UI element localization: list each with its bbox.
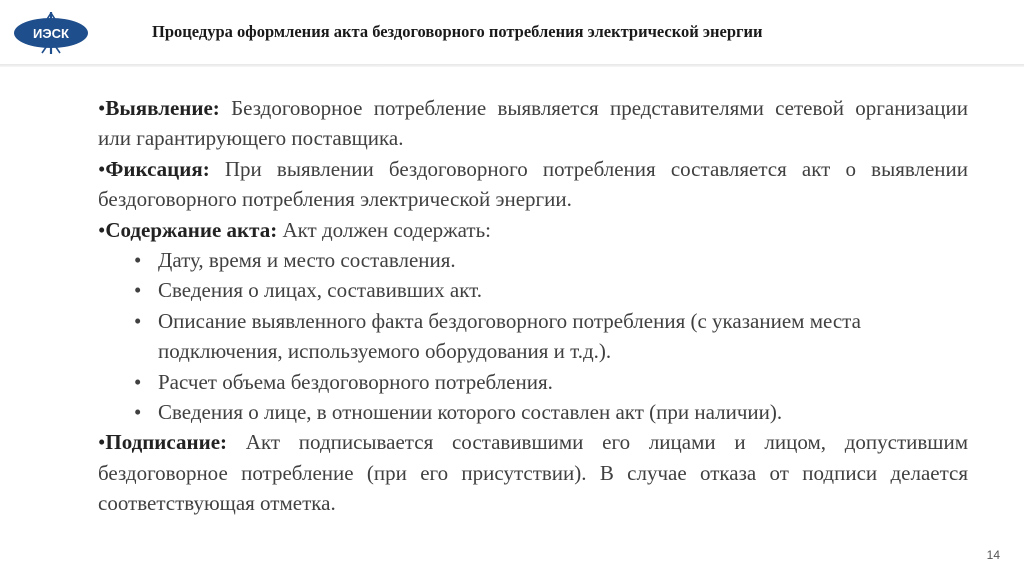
paragraph-act-contents	[98, 215, 968, 245]
company-logo	[12, 10, 90, 56]
signing-text: Акт подписывается составившими его лицами и лицом, допустившим бездоговорное потребление (при его присутствии). В случае отказа от подписи делается соответствующая отметка.	[98, 430, 969, 516]
page-number: 14	[986, 548, 1000, 562]
logo-text: ИЭСК	[33, 26, 69, 41]
slide-title: Процедура оформления акта бездоговорного потребления электрической энергии	[152, 22, 763, 41]
paragraph-fixation	[98, 154, 968, 215]
list-item: • Описание выявленного факта бездоговорного потребления (с указанием места подключения, используемого оборудования и т.д.).	[134, 306, 968, 367]
fixation-heading: Фиксация:	[105, 156, 210, 181]
act-contents-heading: Содержание акта:	[105, 217, 278, 242]
paragraph-detection	[98, 93, 968, 154]
list-item: • Расчет объема бездоговорного потребления.	[134, 367, 968, 397]
paragraph-signing	[98, 427, 968, 518]
detection-heading: Выявление:	[105, 96, 220, 120]
bullet-glyph: •	[98, 96, 106, 120]
list-item: • Сведения о лице, в отношении которого составлен акт (при наличии).	[134, 397, 968, 427]
list-item: • Сведения о лицах, составивших акт.	[134, 275, 968, 305]
act-requirements-list	[134, 245, 968, 427]
detection-text: Бездоговорное потребление выявляется представителями сетевой организации или гарантирующего поставщика.	[98, 96, 968, 151]
slide-body	[98, 93, 968, 519]
bullet-glyph: •	[98, 217, 106, 242]
signing-heading: Подписание:	[105, 430, 228, 455]
slide-header	[0, 0, 1024, 64]
bullet-glyph: •	[98, 430, 106, 455]
fixation-text: При выявлении бездоговорного потребления составляется акт о выявлении бездоговорного потребления электрической энергии.	[98, 156, 969, 212]
act-contents-text: Акт должен содержать:	[282, 217, 492, 242]
header-divider	[0, 64, 1024, 67]
list-item: • Дату, время и место составления.	[134, 245, 968, 275]
bullet-glyph: •	[98, 156, 106, 181]
